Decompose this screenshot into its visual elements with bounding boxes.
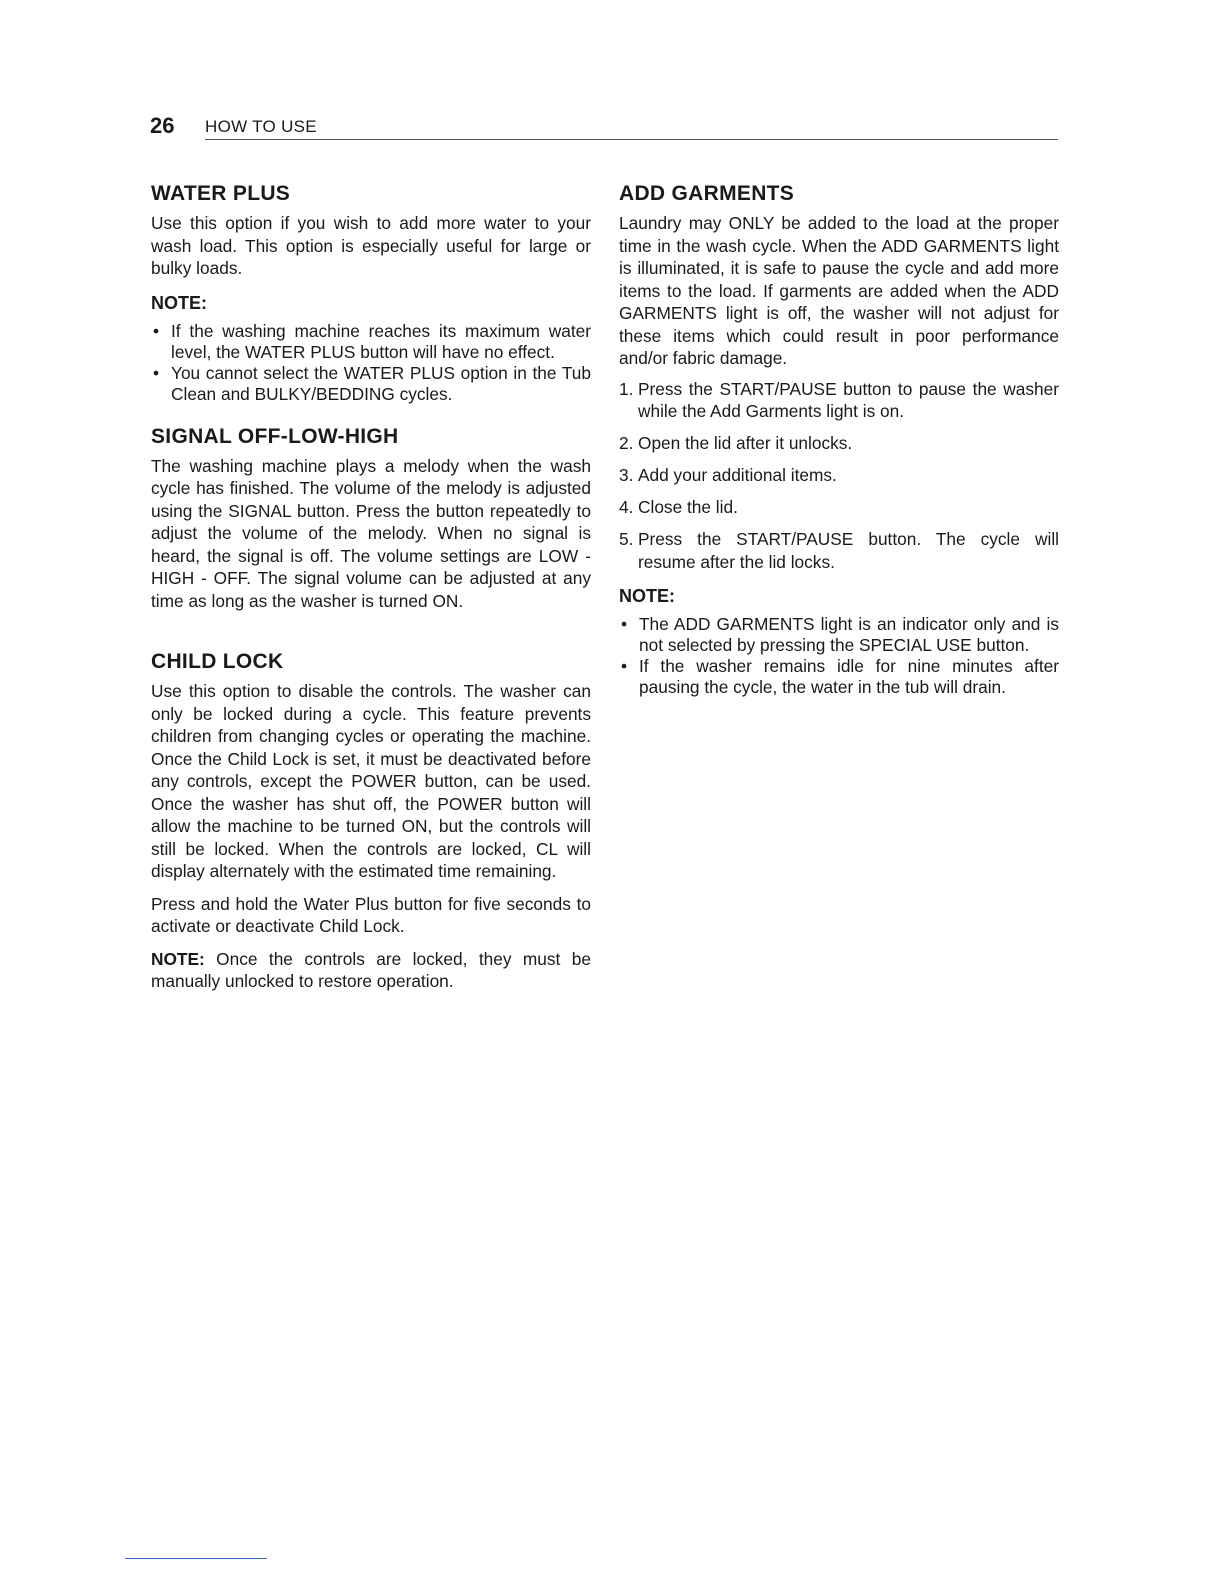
add-garments-notes — [619, 614, 1059, 698]
child-lock-note-label: NOTE: — [151, 948, 205, 969]
add-garments-body: Laundry may ONLY be added to the load at the proper time in the wash cycle. When the ADD GARMENTS light is illuminated, it is safe to pause the cycle and add more items to the load. If garments are added when the ADD GARMENTS light is off, the washer will not adjust for these items which could result in poor performance and/or fabric damage. — [619, 213, 1059, 368]
list-item — [619, 378, 1059, 423]
page-number: 26 — [150, 113, 175, 138]
step-number: 3. — [619, 465, 634, 485]
list-item — [619, 528, 1059, 573]
list-item — [619, 464, 1059, 487]
step-text: Open the lid after it unlocks. — [638, 433, 853, 453]
water-plus-note-label: NOTE: — [151, 292, 207, 313]
header-divider — [205, 139, 1058, 140]
list-item — [619, 496, 1059, 519]
signal-section — [151, 423, 591, 613]
water-plus-notes — [151, 321, 591, 405]
child-lock-note — [151, 948, 591, 993]
signal-title: SIGNAL OFF-LOW-HIGH — [151, 424, 399, 448]
page-header — [150, 112, 1058, 140]
step-text: Press the START/PAUSE button. The cycle will resume after the lid locks. — [638, 529, 1059, 572]
step-number: 4. — [619, 497, 634, 517]
add-garments-section — [619, 180, 1059, 698]
section-label: HOW TO USE — [205, 117, 317, 136]
add-garments-title: ADD GARMENTS — [619, 182, 795, 205]
step-text: Press the START/PAUSE button to pause the washer while the Add Garments light is on. — [638, 378, 1059, 421]
list-item: • If the washer remains idle for nine minutes after pausing the cycle, the water in the tub will drain. — [619, 656, 1059, 698]
add-garments-note-label: NOTE: — [619, 586, 675, 606]
child-lock-instruction: Press and hold the Water Plus button for five seconds to activate or deactivate Child Lock. — [151, 893, 591, 936]
left-column — [151, 180, 591, 993]
step-number: 1. — [619, 378, 634, 399]
child-lock-section — [151, 648, 591, 993]
water-plus-section — [151, 180, 591, 405]
step-number: 2. — [619, 433, 634, 453]
signal-body: The washing machine plays a melody when the wash cycle has finished. The volume of the melody is adjusted using the SIGNAL button. Press the button repeatedly to adjust the volume of the melody. When no signal is heard, the signal is off. The volume settings are LOW - HIGH - OFF. The signal volume can be adjusted at any time as long as the washer is turned ON. — [151, 455, 591, 611]
step-text: Close the lid. — [638, 497, 738, 517]
child-lock-title: CHILD LOCK — [151, 650, 284, 673]
child-lock-note-text: Once the controls are locked, they must be manually unlocked to restore operation. — [151, 948, 591, 991]
step-text: Add your additional items. — [638, 465, 837, 485]
child-lock-body: Use this option to disable the controls. The washer can only be locked during a cycle. This feature prevents children from changing cycles or operating the machine. Once the Child Lock is set, it must be deactivated before any controls, except the POWER button, can be used. Once the washer has shut off, the POWER button will allow the machine to be turned ON, but the controls will still be locked. When the controls are locked, CL will display alternately with the estimated time remaining. — [151, 681, 591, 881]
right-column — [619, 180, 1059, 698]
water-plus-title: WATER PLUS — [151, 182, 291, 205]
list-item: • The ADD GARMENTS light is an indicator only and is not selected by pressing the SPECIAL USE button. — [619, 614, 1059, 656]
footer-divider — [125, 1558, 267, 1559]
step-number: 5. — [619, 529, 634, 549]
add-garments-steps — [619, 378, 1059, 574]
list-item: • You cannot select the WATER PLUS option in the Tub Clean and BULKY/BEDDING cycles. — [151, 363, 591, 405]
water-plus-body: Use this option if you wish to add more water to your wash load. This option is especially useful for large or bulky loads. — [151, 213, 591, 278]
list-item: • If the washing machine reaches its maximum water level, the WATER PLUS button will have no effect. — [151, 321, 591, 363]
list-item — [619, 432, 1059, 455]
